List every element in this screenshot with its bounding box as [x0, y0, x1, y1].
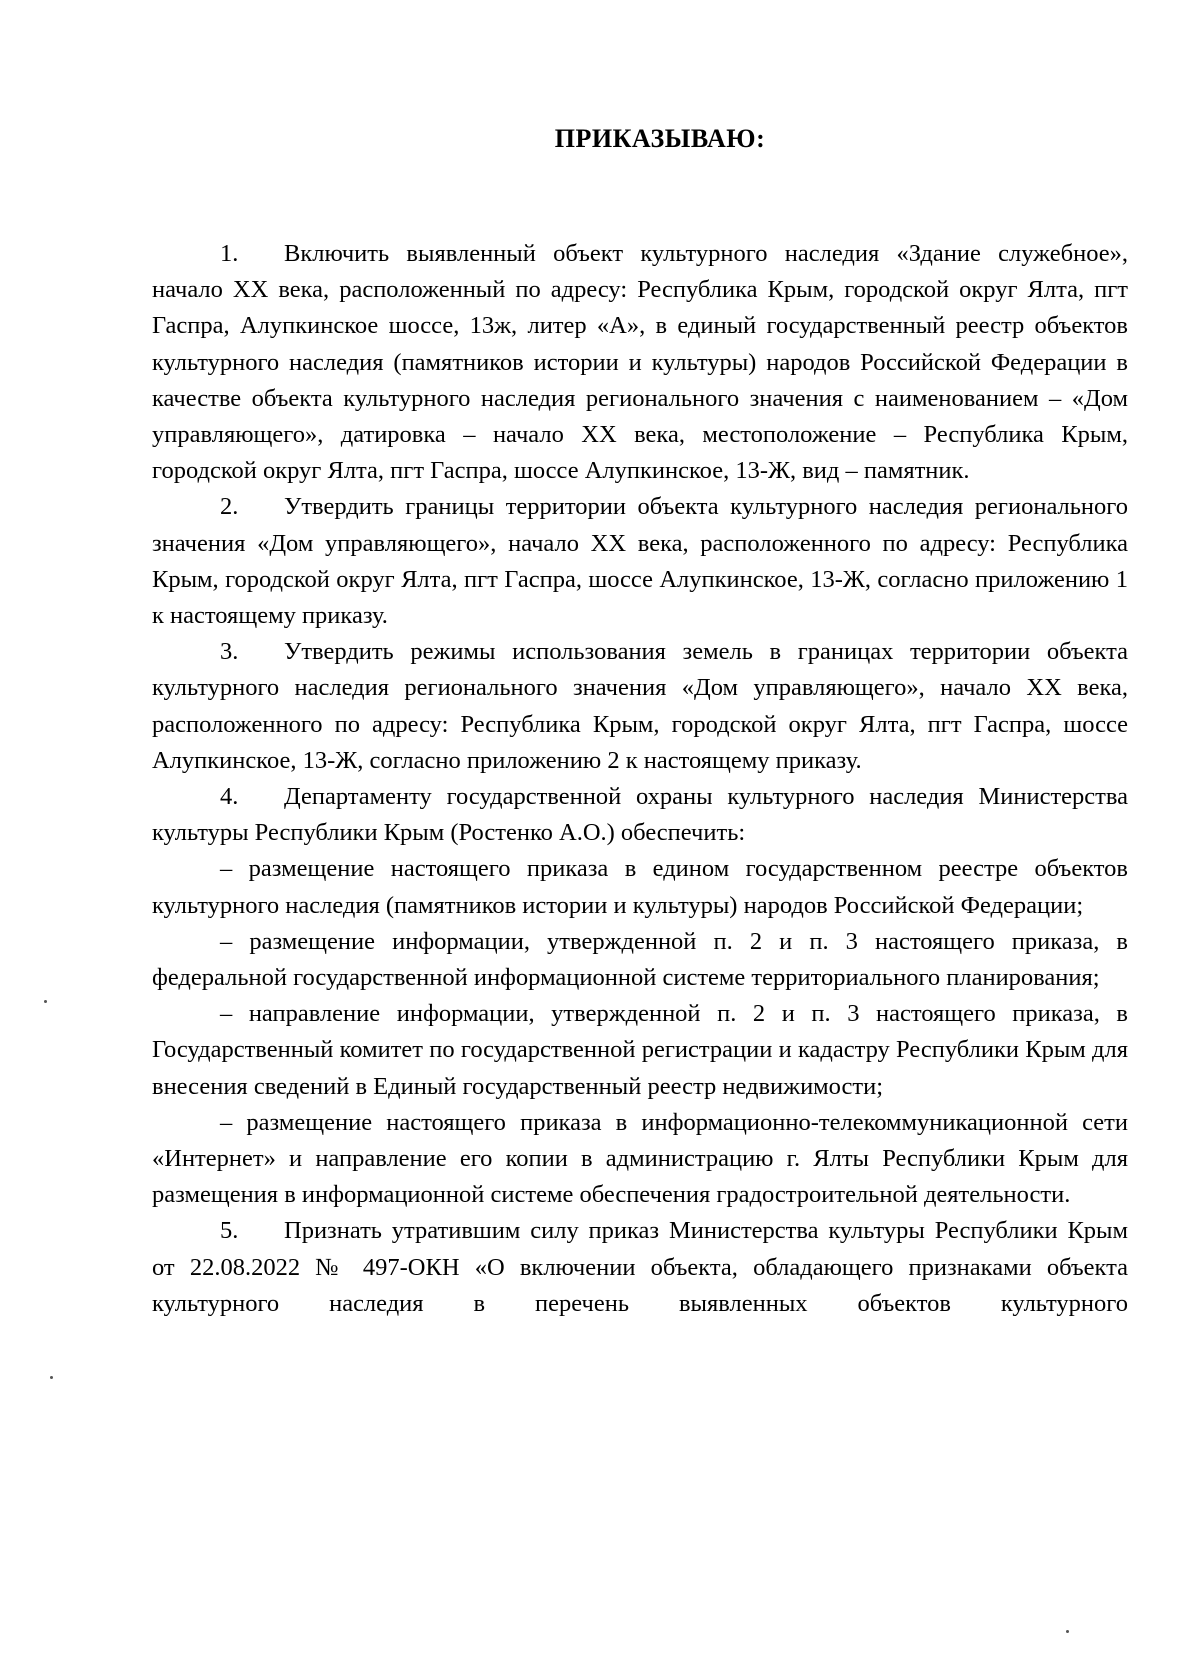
document-body — [152, 236, 1128, 1322]
item-number: 2. — [220, 493, 239, 521]
numbered-item-5 — [152, 1213, 1128, 1322]
sub-item-2: – размещение информации, утвержденной п. 2 и п. 3 настоящего приказа, в федеральной государственной информационной системе территориального планирования; — [152, 927, 1128, 992]
numbered-item-1 — [152, 236, 1128, 489]
item-number: 3. — [220, 638, 239, 666]
item-text: Утвердить границы территории объекта культурного наследия регионального значения «Дом управляющего», начало XX века, расположенного по адресу: Республика Крым, городской округ Ялта, пгт Гаспра, шоссе Алупкинское, 13-Ж, согласно приложению 1 к настоящему приказу. — [152, 493, 1128, 630]
scan-speck — [1066, 1630, 1069, 1633]
item-text: Признать утратившим силу приказ Министерства культуры Республики Крым от 22.08.2022 № 497-ОКН «О включении объекта, обладающего признаками объекта культурного наследия в перечень выявленных объектов культурного — [152, 1217, 1128, 1317]
item-number: 5. — [220, 1217, 239, 1245]
sub-item-4: – размещение настоящего приказа в информационно-телекоммуникационной сети «Интернет» и направление его копии в администрацию г. Ялты Республики Крым для размещения в информационной системе обеспечения градостроительной деятельности. — [152, 1108, 1128, 1209]
item-text: Утвердить режимы использования земель в границах территории объекта культурного наследия регионального значения «Дом управляющего», начало XX века, расположенного по адресу: Республика Крым, городской округ Ялта, пгт Гаспра, шоссе Алупкинское, 13-Ж, согласно приложению 2 к настоящему приказу. — [152, 638, 1128, 774]
item-number: 1. — [220, 240, 239, 267]
numbered-item-3 — [152, 634, 1128, 779]
scan-speck — [50, 1376, 53, 1379]
scan-speck — [44, 1000, 47, 1003]
sub-item-1: – размещение настоящего приказа в едином государственном реестре объектов культурного наследия (памятников истории и культуры) народов Российской Федерации; — [152, 855, 1128, 919]
page-heading: ПРИКАЗЫВАЮ: — [554, 124, 766, 153]
sub-item-3: – направление информации, утвержденной п. 2 и п. 3 настоящего приказа, в Государственный комитет по государственной регистрации и кадастру Республики Крым для внесения сведений в Единый государственный реестр недвижимости; — [152, 1000, 1128, 1100]
numbered-item-4 — [152, 779, 1128, 851]
item-text: Включить выявленный объект культурного наследия «Здание служебное», начало XX века, расположенный по адресу: Республика Крым, городской округ Ялта, пгт Гаспра, Алупкинское шоссе, 13ж, литер «А», в единый государственный реестр объектов культурного наследия (памятников истории и культуры) народов Российской Федерации в качестве объекта культурного наследия регионального значения с наименованием – «Дом управляющего», датировка – начало XX века, местоположение – Республика Крым, городской округ Ялта, пгт Гаспра, шоссе Алупкинское, 13-Ж, вид – памятник. — [152, 240, 1128, 485]
item-text: Департаменту государственной охраны культурного наследия Министерства культуры Республики Крым (Ростенко А.О.) обеспечить: — [152, 783, 1128, 847]
item-number: 4. — [220, 783, 239, 811]
numbered-item-2 — [152, 489, 1128, 634]
